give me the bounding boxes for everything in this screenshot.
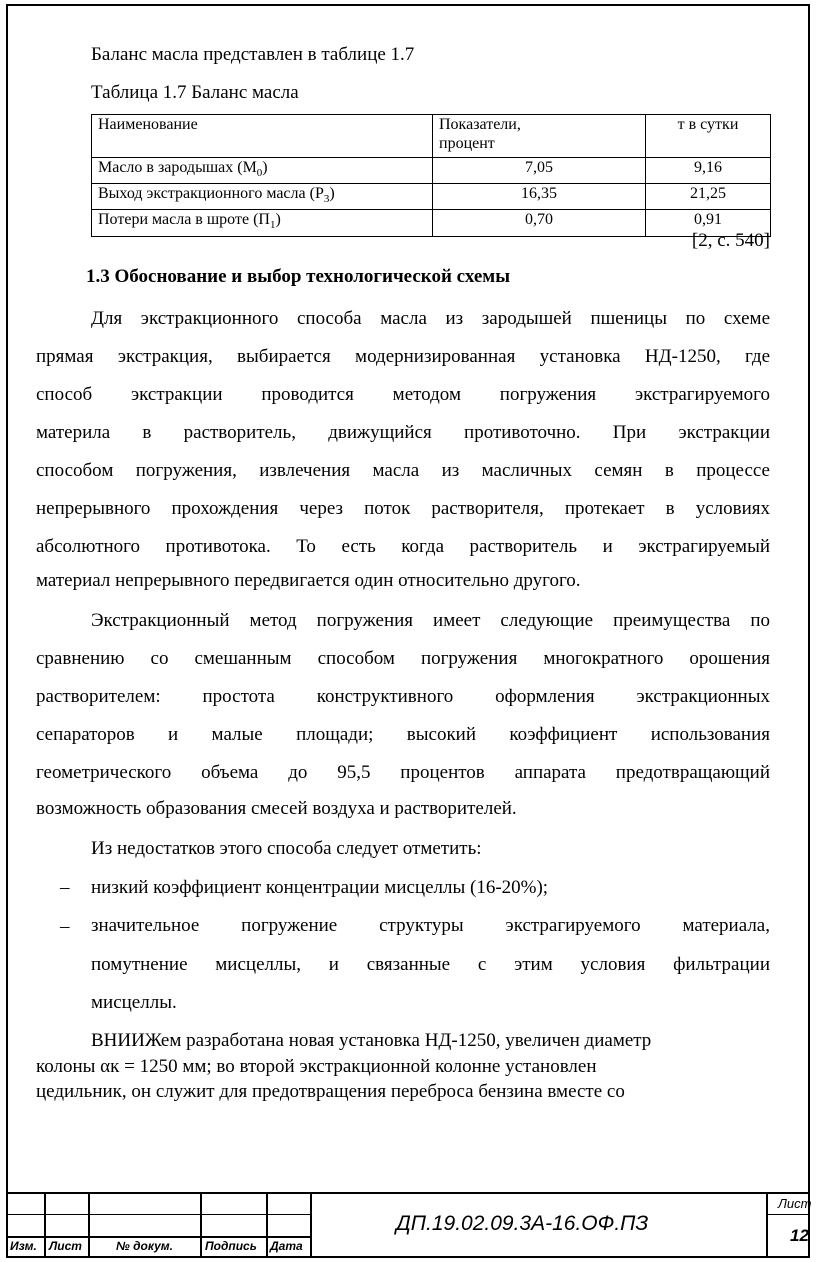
oil-balance-table	[91, 114, 771, 237]
row-tons-cell: 9,16	[646, 158, 771, 184]
table-row	[92, 210, 771, 236]
para1-line: Для экстракционного способа масла из зародышей пшеницы по схеме	[91, 308, 770, 329]
row-name-cell: Потери масла в шроте $(П_1)$	[92, 210, 433, 236]
row-percent-cell: 7,05	[433, 158, 646, 184]
bullet2-line: помутнение мисцеллы, и связанные с этим условия фильтрации	[91, 954, 770, 975]
para1-line: прямая экстракция, выбирается модернизированная установка НД-1250, где	[36, 346, 770, 367]
para2-line: Экстракционный метод погружения имеет следующие преимущества по	[91, 610, 770, 631]
row-percent-cell: 16,35	[433, 184, 646, 210]
stamp-label-docnum: № докум.	[116, 1239, 173, 1253]
table-caption: Таблица 1.7 Баланс масла	[91, 82, 299, 103]
stamp-label-signature: Подпись	[205, 1239, 257, 1253]
para1-line: способом погружения, извлечения масла из масличных семян в процессе	[36, 460, 770, 481]
intro-text: Баланс масла представлен в таблице 1.7	[91, 44, 415, 65]
row-tons-cell: 21,25	[646, 184, 771, 210]
stamp-label-change: Изм.	[10, 1239, 37, 1253]
para4-line: ВНИИЖем разработана новая установка НД-1250, увеличен диаметр	[91, 1030, 652, 1051]
col-header-percent	[433, 115, 646, 158]
para1-line: способ экстракции проводится методом погружения экстрагируемого	[36, 384, 770, 405]
bullet-dash: –	[60, 877, 70, 898]
para2-line: сравнению со смешанным способом погружения многократного орошения	[36, 648, 770, 669]
table-row	[92, 158, 771, 184]
para4-line: цедильник, он служит для предотвращения переброса бензина вместе со	[36, 1081, 625, 1102]
para3-text: Из недостатков этого способа следует отметить:	[91, 838, 482, 859]
sheet-label: Лист	[778, 1196, 812, 1211]
para1-line: непрерывного прохождения через поток растворителя, протекает в условиях	[36, 498, 770, 519]
para1-line: материла в растворитель, движущийся противоточно. При экстракции	[36, 422, 770, 443]
table-header-row	[92, 115, 771, 158]
document-number: ДП.19.02.09.3А-16.ОФ.ПЗ	[396, 1212, 649, 1235]
sheet-number: 12	[790, 1226, 809, 1245]
col-header-name: Наименование	[92, 115, 433, 158]
bullet2-line: мисцеллы.	[91, 992, 177, 1013]
col-header-percent-line2: процент	[439, 135, 495, 152]
col-header-percent-line1: Показатели,	[439, 116, 521, 133]
section-heading: 1.3 Обоснование и выбор технологической схемы	[86, 266, 511, 287]
para2-line: растворителем: простота конструктивного оформления экстракционных	[36, 686, 770, 707]
row-name-cell: Масло в зародышах $(М_0)$	[92, 158, 433, 184]
bullet1-text: низкий коэффициент концентрации мисцеллы (16-20%);	[91, 877, 549, 898]
row-percent-cell: 0,70	[433, 210, 646, 236]
para1-line: абсолютного противотока. То есть когда растворитель и экстрагируемый	[36, 536, 770, 557]
para2-line: геометрического объема до 95,5 процентов аппарата предотвращающий	[36, 762, 770, 783]
row-name-cell: Выход экстракционного масла $(Р_3)$	[92, 184, 433, 210]
para2-line: возможность образования смесей воздуха и растворителей.	[36, 798, 517, 819]
row-tons-cell: 0,91	[646, 210, 771, 236]
stamp-label-date: Дата	[270, 1239, 303, 1253]
stamp-label-sheet: Лист	[49, 1239, 82, 1253]
para4-line: колоны αк = 1250 мм; во второй экстракционной колонне установлен	[36, 1056, 597, 1077]
bullet-dash: –	[60, 916, 70, 937]
col-header-tons: т в сутки	[646, 115, 771, 158]
source-reference: [2, с. 540]	[691, 230, 770, 251]
title-block	[6, 1192, 810, 1258]
bullet2-line: значительное погружение структуры экстрагируемого материала,	[91, 915, 770, 936]
table-row	[92, 184, 771, 210]
para1-line: материал непрерывного передвигается один относительно другого.	[36, 570, 581, 591]
para2-line: сепараторов и малые площади; высокий коэффициент использования	[36, 724, 770, 745]
